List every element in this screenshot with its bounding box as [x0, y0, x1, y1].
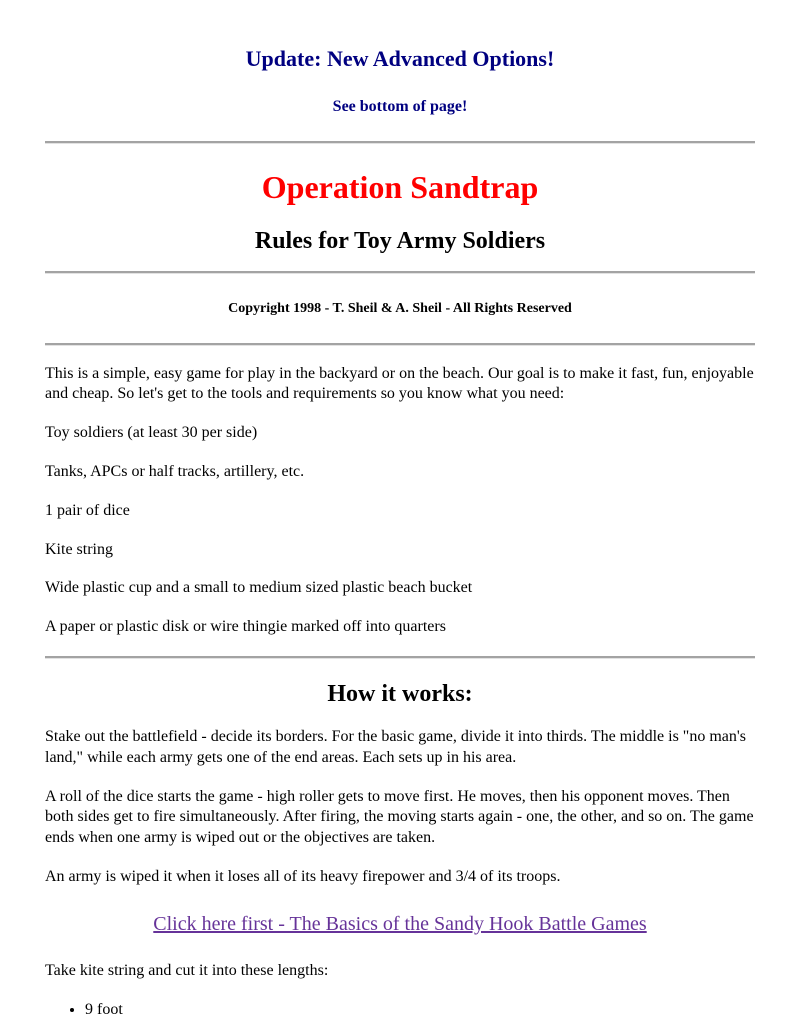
intro-paragraph: This is a simple, easy game for play in the backyard or on the beach. Our goal is to make it fast, fun, enjoyable and cheap. So let's get to the tools and requirements so you know what you need: — [45, 364, 754, 403]
string-length-item: • 9 foot — [85, 1000, 755, 1021]
update-banner-subtext: See bottom of page! — [332, 98, 468, 116]
how-it-works-paragraph: Stake out the battlefield - decide its borders. For the basic game, divide it into thirds. The middle is "no man's land," while each army gets one of the end areas. Each sets up in his area. — [45, 728, 746, 766]
divider — [45, 656, 755, 659]
page-title: Operation Sandtrap — [261, 169, 539, 206]
equipment-item: Kite string — [45, 540, 113, 558]
equipment-item: A paper or plastic disk or wire thingie marked off into quarters — [45, 618, 446, 636]
how-it-works-paragraph: A roll of the dice starts the game - high roller gets to move first. He moves, then his opponent moves. Then both sides get to fire simultaneously. After firing, the moving starts again - one, the other, and so on. The game ends when one army is wiped out or the objectives are taken. — [45, 787, 754, 847]
equipment-item: Wide plastic cup and a small to medium sized plastic beach bucket — [45, 579, 473, 597]
divider — [45, 141, 755, 144]
divider — [45, 271, 755, 274]
equipment-item: 1 pair of dice — [45, 501, 130, 519]
basics-link-row — [45, 912, 755, 937]
how-it-works-paragraph: An army is wiped it when it loses all of its heavy firepower and 3/4 of its troops. — [45, 868, 561, 886]
kite-string-intro: Take kite string and cut it into these lengths: — [45, 961, 329, 979]
how-it-works-heading: How it works: — [327, 681, 473, 708]
update-banner: Update: New Advanced Options! — [245, 46, 555, 71]
string-lengths-list — [45, 1000, 755, 1021]
page-subtitle: Rules for Toy Army Soldiers — [254, 227, 546, 254]
copyright-notice: Copyright 1998 - T. Sheil & A. Sheil - All Rights Reserved — [228, 301, 572, 317]
divider — [45, 343, 755, 346]
basics-link[interactable]: Click here first - The Basics of the Sandy Hook Battle Games — [153, 912, 647, 935]
equipment-item: Tanks, APCs or half tracks, artillery, etc. — [45, 463, 305, 481]
equipment-item: Toy soldiers (at least 30 per side) — [45, 424, 258, 442]
